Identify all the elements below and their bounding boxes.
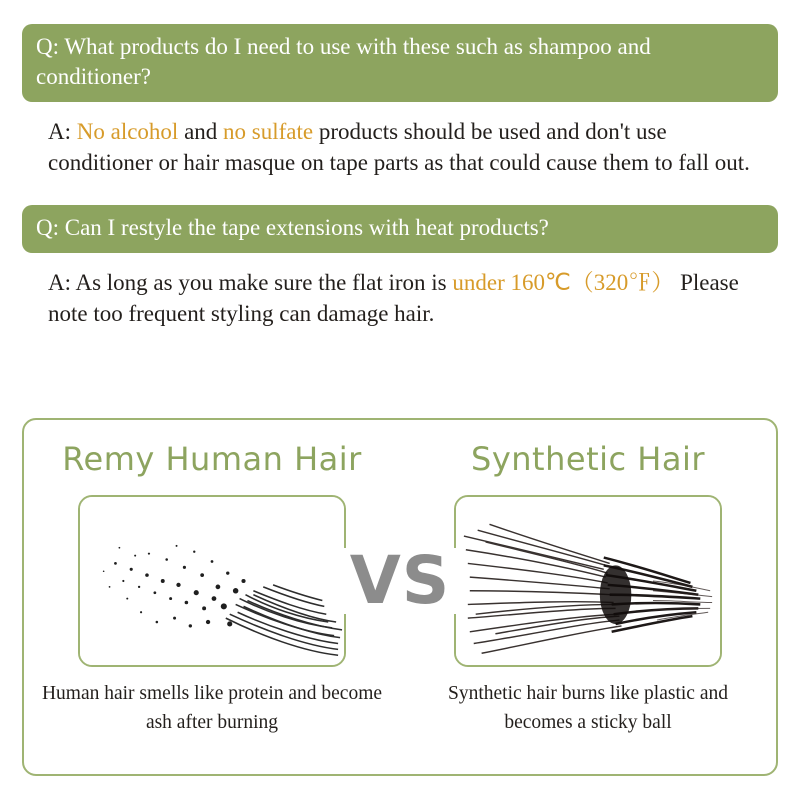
answer-highlight-1b: no sulfate (223, 118, 314, 144)
vs-label: VS (344, 548, 457, 614)
faq-item-1 (22, 24, 778, 179)
faq-question-1: Q: What products do I need to use with these such as shampoo and conditioner? (22, 24, 778, 102)
faq-item-2 (22, 205, 778, 330)
faq-spacer-1 (22, 183, 778, 205)
answer-prefix-1: A: (48, 118, 77, 144)
answer-highlight-1a: No alcohol (76, 118, 179, 144)
faq-answer-2 (22, 253, 778, 330)
compare-title-left: Remy Human Hair (62, 440, 362, 478)
compare-caption-right: Synthetic hair burns like plastic and becomes a sticky ball (448, 683, 728, 734)
comparison-panel (22, 418, 778, 776)
compare-column-right (400, 420, 776, 774)
faq-question-2: Q: Can I restyle the tape extensions with heat products? (22, 205, 778, 252)
answer-prefix-2: A: (48, 269, 76, 295)
compare-caption-left: Human hair smells like protein and become ash after burning (41, 683, 383, 734)
answer-highlight-2a: under 160℃（320℉） (452, 269, 675, 295)
answer-text-2b: Please note too frequent styling can damage hair. (48, 269, 739, 327)
faq-answer-1 (22, 102, 778, 179)
answer-text-1b: products should be used and don't use conditioner or hair masque on tape parts as that could cause them to fall out. (48, 118, 750, 176)
compare-image-left (78, 495, 346, 667)
answer-text-1a: and (178, 118, 224, 144)
compare-image-right (454, 495, 722, 667)
compare-title-right: Synthetic Hair (471, 440, 705, 478)
answer-text-2a: As long as you make sure the flat iron is (75, 269, 453, 295)
